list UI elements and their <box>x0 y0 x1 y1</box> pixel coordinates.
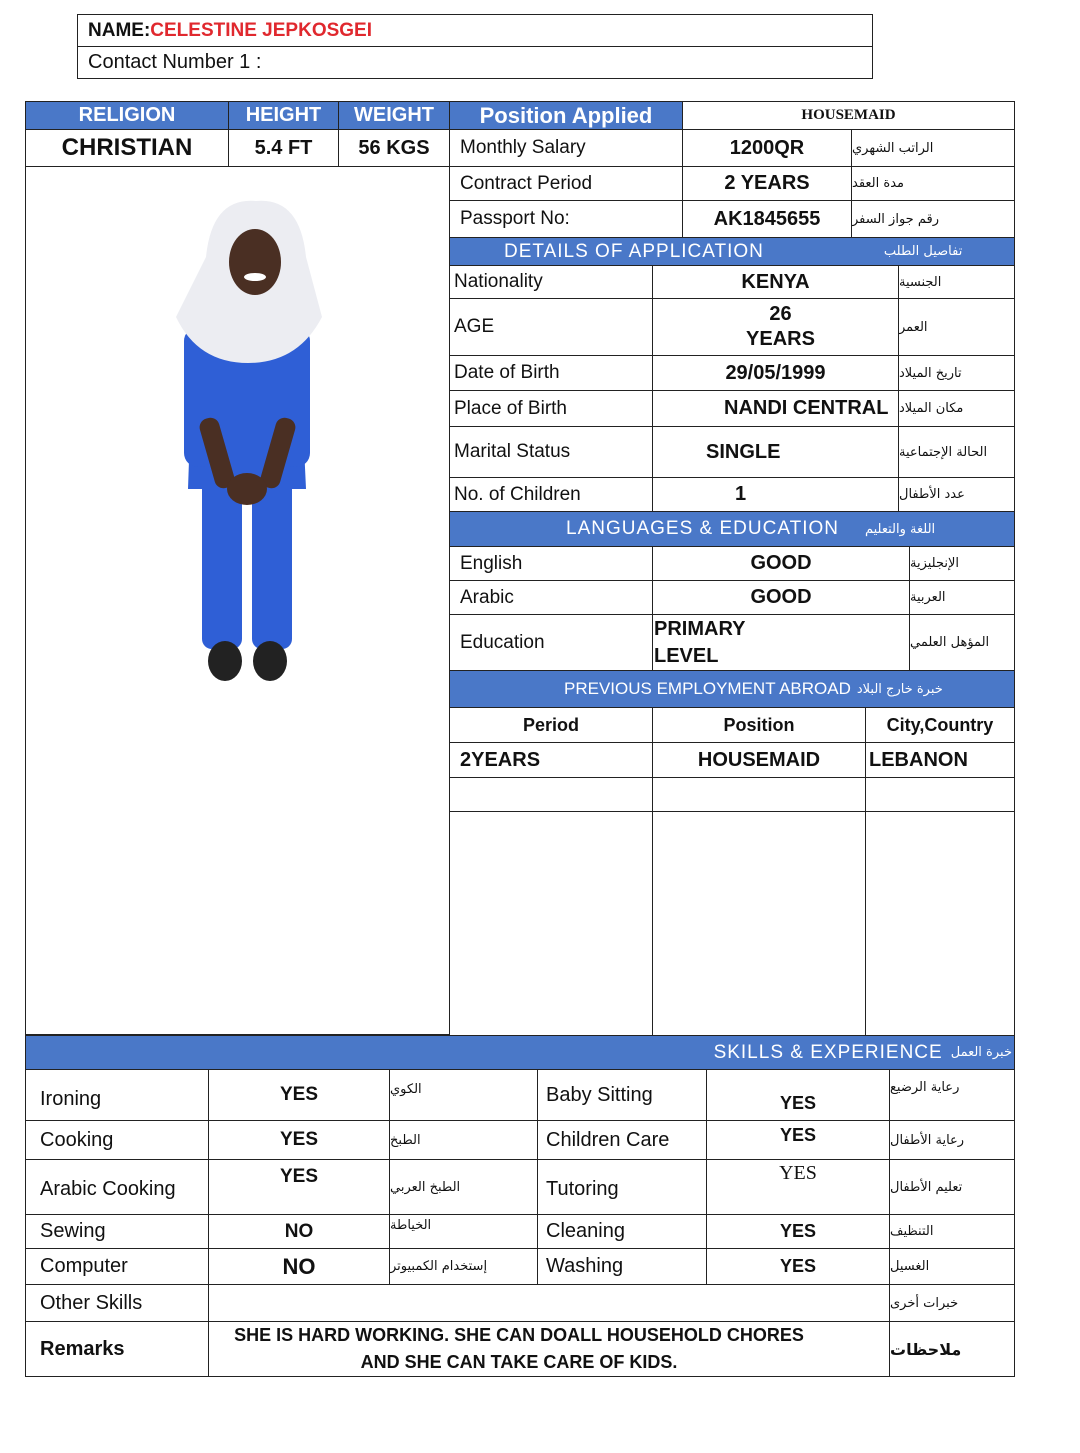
employment-title: PREVIOUS EMPLOYMENT ABROAD <box>564 679 851 698</box>
remarks-label: Remarks <box>25 1321 209 1377</box>
employment-col-city: City,Country <box>865 707 1015 743</box>
other-skills-value <box>208 1284 890 1322</box>
skill-cooking-arabic: الطبخ <box>389 1120 538 1160</box>
education-arabic: المؤهل العلمي <box>909 614 1015 671</box>
marital-status-arabic: الحالة الإجتماعية <box>898 426 1015 478</box>
skill-sewing-arabic: الخياطة <box>389 1214 538 1249</box>
name-label: NAME: <box>88 19 151 41</box>
remarks-arabic: ملاحظات <box>889 1321 1015 1377</box>
employment-position-value: HOUSEMAID <box>652 742 866 778</box>
contact-row <box>77 46 873 79</box>
monthly-salary-label: Monthly Salary <box>449 129 683 167</box>
skill-babysitting-arabic: رعاية الرضيع <box>889 1069 1015 1121</box>
skill-washing-value: YES <box>706 1248 890 1285</box>
employment-city-value: LEBANON <box>865 742 1015 778</box>
nationality-arabic: الجنسية <box>898 265 1015 299</box>
weight-header: WEIGHT <box>338 101 450 130</box>
skill-cleaning-arabic: التنظيف <box>889 1214 1015 1249</box>
dob-label: Date of Birth <box>449 355 653 391</box>
employment-empty-cell <box>449 777 653 812</box>
skill-sewing-label: Sewing <box>25 1214 209 1249</box>
age-value: 26 <box>769 303 792 325</box>
skill-arabiccooking-value: YES <box>208 1159 390 1215</box>
position-applied-header: Position Applied <box>449 101 683 130</box>
arabic-arabic: العربية <box>909 580 1015 615</box>
nationality-value: KENYA <box>652 265 899 299</box>
education-label: Education <box>449 614 653 671</box>
pob-label: Place of Birth <box>449 390 653 427</box>
employment-empty-cell <box>652 777 866 812</box>
skill-babysitting-label: Baby Sitting <box>537 1069 707 1121</box>
english-arabic: الإنجليزية <box>909 546 1015 581</box>
skill-ironing-value: YES <box>208 1069 390 1121</box>
employment-title-arabic: خبرة خارج البلاد <box>856 681 943 697</box>
skill-arabiccooking-arabic: الطبخ العربي <box>389 1159 538 1215</box>
employment-col-period: Period <box>449 707 653 743</box>
employment-empty-cell <box>865 777 1015 812</box>
position-applied-value: HOUSEMAID <box>682 101 1015 130</box>
employment-empty-cell <box>449 811 653 1036</box>
skill-babysitting-value: YES <box>706 1069 890 1121</box>
children-arabic: عدد الأطفال <box>898 477 1015 512</box>
skill-ironing-label: Ironing <box>25 1069 209 1121</box>
skill-childrencare-label: Children Care <box>537 1120 707 1160</box>
skill-tutoring-value: YES <box>706 1159 890 1215</box>
photo-frame <box>25 166 450 1035</box>
details-title: DETAILS OF APPLICATION <box>504 240 764 262</box>
skill-arabiccooking-label: Arabic Cooking <box>25 1159 209 1215</box>
children-label: No. of Children <box>449 477 653 512</box>
remarks-line-2: AND SHE CAN TAKE CARE OF KIDS. <box>360 1352 678 1372</box>
education-value: PRIMARY <box>654 617 746 640</box>
education-value-cell <box>652 614 910 671</box>
monthly-salary-value: 1200QR <box>682 129 852 167</box>
skills-title-arabic: خبرة العمل <box>950 1045 1012 1060</box>
height-value: 5.4 FT <box>228 129 339 167</box>
skill-childrencare-value: YES <box>706 1120 890 1160</box>
marital-status-value: SINGLE <box>652 426 899 478</box>
height-header: HEIGHT <box>228 101 339 130</box>
skill-computer-value: NO <box>208 1248 390 1285</box>
nationality-label: Nationality <box>449 265 653 299</box>
applicant-photo <box>26 167 451 1036</box>
age-arabic: العمر <box>898 298 1015 356</box>
english-label: English <box>449 546 653 581</box>
skill-cleaning-value: YES <box>706 1214 890 1249</box>
other-skills-arabic: خبرات أخرى <box>889 1284 1015 1322</box>
religion-value: CHRISTIAN <box>25 129 229 167</box>
skills-section-header <box>25 1035 1015 1070</box>
age-label: AGE <box>449 298 653 356</box>
arabic-label: Arabic <box>449 580 653 615</box>
contact-label: Contact Number 1 : <box>88 51 262 73</box>
languages-title-arabic: اللغة والتعليم <box>864 521 936 537</box>
skill-ironing-arabic: الكوي <box>389 1069 538 1121</box>
religion-header: RELIGION <box>25 101 229 130</box>
remarks-value <box>208 1321 890 1377</box>
employment-empty-cell <box>865 811 1015 1036</box>
skill-computer-arabic: إستخدام الكمبيوتر <box>389 1248 538 1285</box>
skill-washing-label: Washing <box>537 1248 707 1285</box>
skill-washing-arabic: الغسيل <box>889 1248 1015 1285</box>
skill-sewing-value: NO <box>208 1214 390 1249</box>
monthly-salary-arabic: الراتب الشهري <box>851 129 1015 167</box>
skill-tutoring-arabic: تعليم الأطفال <box>889 1159 1015 1215</box>
details-section-header <box>449 237 1015 266</box>
age-value-cell <box>652 298 899 356</box>
skills-title: SKILLS & EXPERIENCE <box>713 1041 943 1063</box>
contract-period-value: 2 YEARS <box>682 166 852 201</box>
dob-value: 29/05/1999 <box>652 355 899 391</box>
languages-title: LANGUAGES & EDUCATION <box>566 518 839 539</box>
passport-arabic: رقم جواز السفر <box>851 200 1015 238</box>
age-unit: YEARS <box>746 328 815 350</box>
skill-computer-label: Computer <box>25 1248 209 1285</box>
employment-period-value: 2YEARS <box>449 742 653 778</box>
skill-cooking-value: YES <box>208 1120 390 1160</box>
name-value: CELESTINE JEPKOSGEI <box>150 19 373 41</box>
contract-period-arabic: مدة العقد <box>851 166 1015 201</box>
arabic-value: GOOD <box>652 580 910 615</box>
employment-empty-cell <box>652 811 866 1036</box>
name-row <box>77 14 873 47</box>
weight-value: 56 KGS <box>338 129 450 167</box>
passport-label: Passport No: <box>449 200 683 238</box>
education-level: LEVEL <box>654 644 719 667</box>
skill-childrencare-arabic: رعاية الأطفال <box>889 1120 1015 1160</box>
employment-section-header <box>449 670 1015 708</box>
dob-arabic: تاريخ الميلاد <box>898 355 1015 391</box>
pob-arabic: مكان الميلاد <box>898 390 1015 427</box>
details-title-arabic: تفاصيل الطلب <box>883 244 963 259</box>
marital-status-label: Marital Status <box>449 426 653 478</box>
contract-period-label: Contract Period <box>449 166 683 201</box>
english-value: GOOD <box>652 546 910 581</box>
pob-value: NANDI CENTRAL <box>652 390 899 427</box>
passport-value: AK1845655 <box>682 200 852 238</box>
employment-col-position: Position <box>652 707 866 743</box>
skill-cleaning-label: Cleaning <box>537 1214 707 1249</box>
languages-section-header <box>449 511 1015 547</box>
remarks-line-1: SHE IS HARD WORKING. SHE CAN DOALL HOUSEHOLD CHORES <box>234 1325 804 1345</box>
other-skills-label: Other Skills <box>25 1284 209 1322</box>
skill-tutoring-label: Tutoring <box>537 1159 707 1215</box>
skill-cooking-label: Cooking <box>25 1120 209 1160</box>
children-value: 1 <box>652 477 899 512</box>
